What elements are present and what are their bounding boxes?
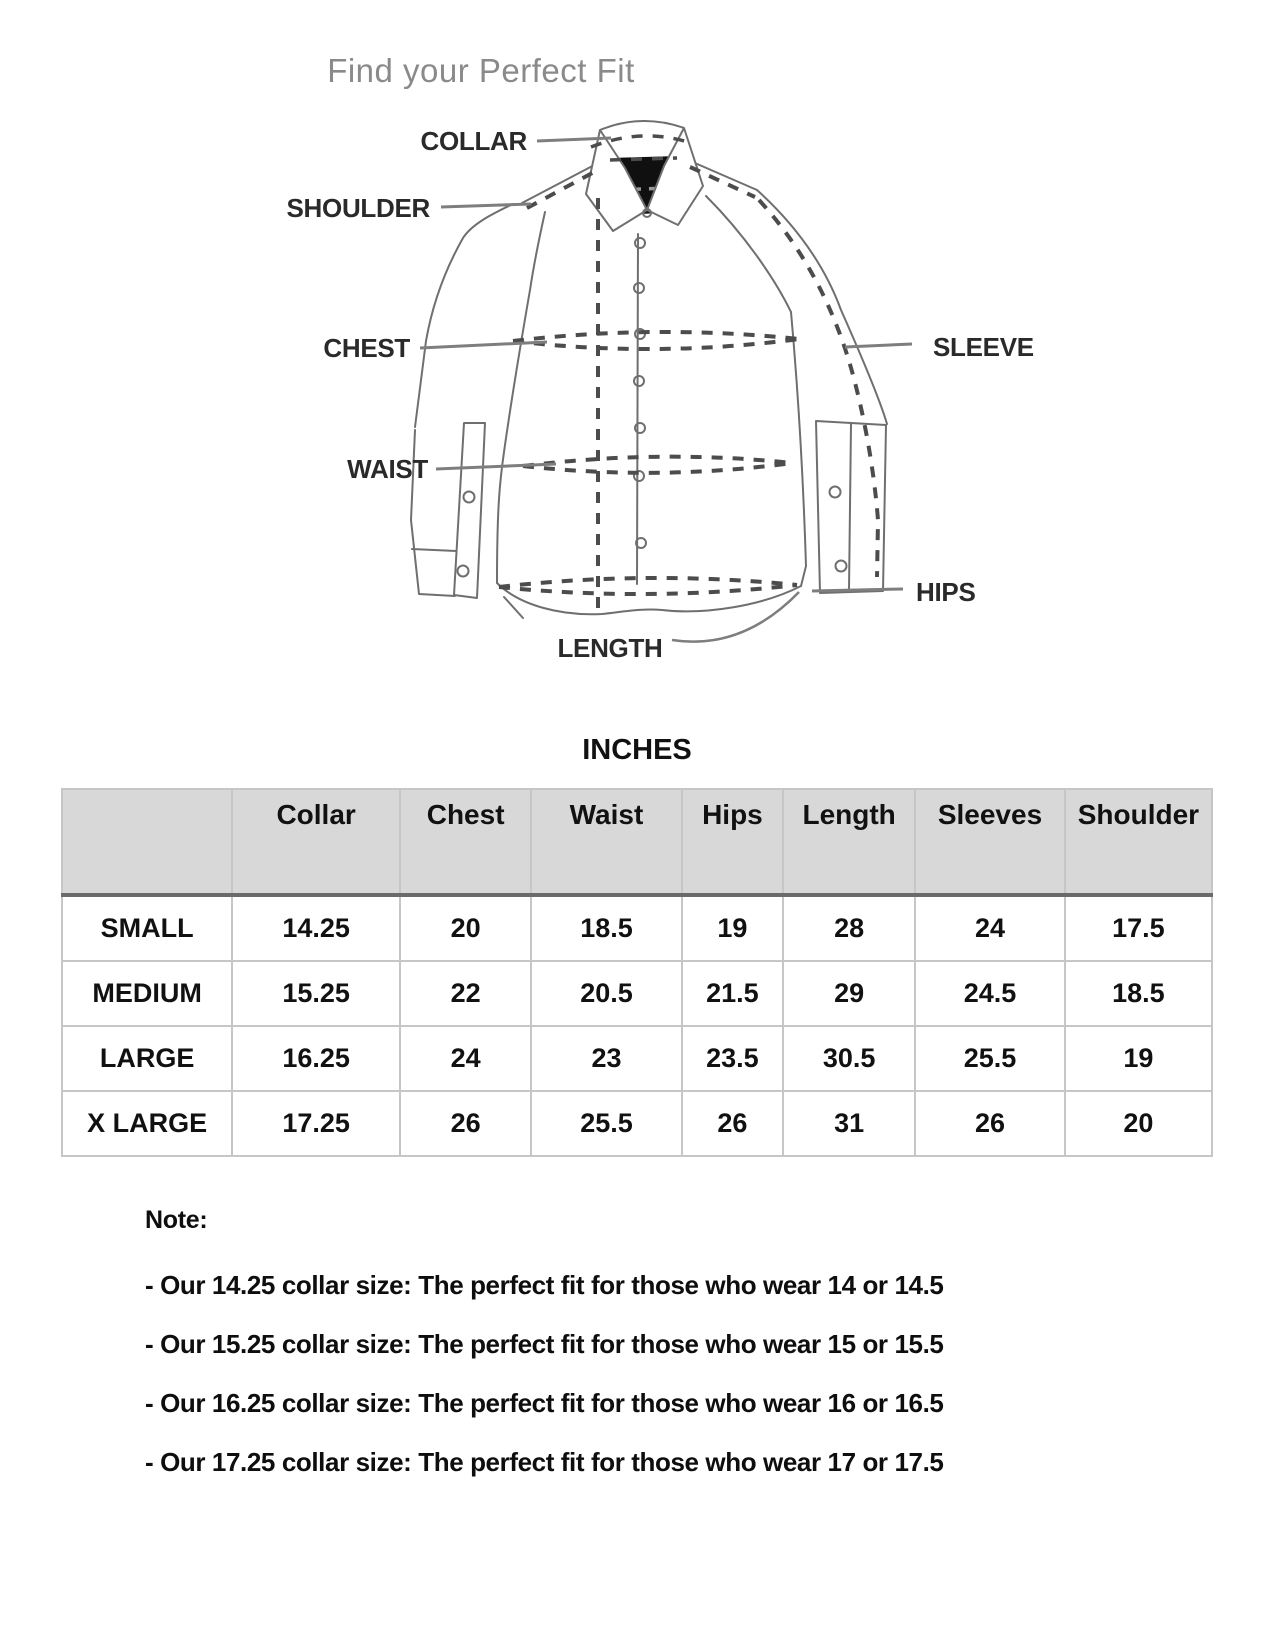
length-callout-line xyxy=(672,592,799,642)
table-cell: 25.5 xyxy=(531,1091,682,1156)
table-cell: 20.5 xyxy=(531,961,682,1026)
table-cell: 24 xyxy=(400,1026,531,1091)
row-label: LARGE xyxy=(62,1026,232,1091)
button-placket-line xyxy=(637,234,638,584)
left-cuff-strip xyxy=(454,423,485,598)
table-cell: 21.5 xyxy=(682,961,783,1026)
row-label: X LARGE xyxy=(62,1091,232,1156)
header-cell-collar: Collar xyxy=(232,789,400,895)
hips-dash-line xyxy=(499,585,797,594)
hips-label: HIPS xyxy=(916,577,976,607)
page-title: Find your Perfect Fit xyxy=(327,52,635,89)
waist-dash-line xyxy=(523,463,792,473)
table-row xyxy=(62,1091,1212,1156)
waist-dash-line xyxy=(523,457,792,466)
notes-heading: Note: xyxy=(145,1206,208,1234)
table-cell: 29 xyxy=(783,961,915,1026)
table-cell: 20 xyxy=(1065,1091,1212,1156)
shirt-measurement-diagram xyxy=(0,0,1275,690)
left-shoulder-dash xyxy=(527,171,596,208)
header-cell-chest: Chest xyxy=(400,789,531,895)
table-title: INCHES xyxy=(582,734,692,766)
table-cell: 30.5 xyxy=(783,1026,915,1091)
note-item: - Our 17.25 collar size: The perfect fit for those who wear 17 or 17.5 xyxy=(145,1447,944,1477)
length-label: LENGTH xyxy=(557,633,663,663)
collar-label: COLLAR xyxy=(420,126,527,156)
header-cell-length: Length xyxy=(783,789,915,895)
shirt-button xyxy=(635,238,645,248)
body-left-outline xyxy=(497,212,545,583)
header-cell-sleeves: Sleeves xyxy=(915,789,1065,895)
note-item: - Our 14.25 collar size: The perfect fit for those who wear 14 or 14.5 xyxy=(145,1270,944,1300)
shirt-outline-icon xyxy=(411,160,887,618)
table-cell: 24.5 xyxy=(915,961,1065,1026)
right-sleeve-outline xyxy=(757,190,887,424)
table-cell: 19 xyxy=(682,895,783,961)
size-chart-table xyxy=(61,788,1213,1157)
notes-section xyxy=(145,1205,1155,1508)
table-cell: 19 xyxy=(1065,1026,1212,1091)
table-cell: 23.5 xyxy=(682,1026,783,1091)
note-item: - Our 16.25 collar size: The perfect fit for those who wear 16 or 16.5 xyxy=(145,1388,944,1418)
chest-label: CHEST xyxy=(323,333,410,363)
table-cell: 28 xyxy=(783,895,915,961)
table-cell: 17.25 xyxy=(232,1091,400,1156)
table-cell: 23 xyxy=(531,1026,682,1091)
waist-callout-line xyxy=(436,464,556,469)
hips-callout-line xyxy=(812,589,903,591)
table-cell: 26 xyxy=(682,1091,783,1156)
header-cell-hips: Hips xyxy=(682,789,783,895)
row-label: SMALL xyxy=(62,895,232,961)
shirt-button xyxy=(634,376,644,386)
table-cell: 15.25 xyxy=(232,961,400,1026)
table-cell: 18.5 xyxy=(531,895,682,961)
hips-dash-line xyxy=(499,578,797,587)
table-row xyxy=(62,961,1212,1026)
header-cell-blank xyxy=(62,789,232,895)
table-row xyxy=(62,895,1212,961)
table-cell: 16.25 xyxy=(232,1026,400,1091)
shirt-button xyxy=(634,283,644,293)
table-cell: 25.5 xyxy=(915,1026,1065,1091)
table-cell: 22 xyxy=(400,961,531,1026)
table-cell: 14.25 xyxy=(232,895,400,961)
table-cell: 17.5 xyxy=(1065,895,1212,961)
table-cell: 24 xyxy=(915,895,1065,961)
chest-dash-line xyxy=(513,339,799,349)
row-label: MEDIUM xyxy=(62,961,232,1026)
table-cell: 20 xyxy=(400,895,531,961)
header-cell-shoulder: Shoulder xyxy=(1065,789,1212,895)
table-cell: 18.5 xyxy=(1065,961,1212,1026)
sleeve-label: SLEEVE xyxy=(933,332,1034,362)
chest-callout-line xyxy=(420,342,547,348)
right-armhole-curve xyxy=(706,196,791,312)
waist-label: WAIST xyxy=(347,454,428,484)
table-cell: 26 xyxy=(915,1091,1065,1156)
table-cell: 31 xyxy=(783,1091,915,1156)
shoulder-callout-line xyxy=(441,204,531,207)
chest-dash-line xyxy=(513,332,799,341)
left-sleeve-outline xyxy=(415,204,513,427)
body-right-outline xyxy=(791,312,806,586)
table-header-row xyxy=(62,789,1212,895)
table-row xyxy=(62,1026,1212,1091)
header-cell-waist: Waist xyxy=(531,789,682,895)
collar-band-arc xyxy=(600,121,684,130)
shoulder-label: SHOULDER xyxy=(286,193,430,223)
note-item: - Our 15.25 collar size: The perfect fit for those who wear 15 or 15.5 xyxy=(145,1329,944,1359)
left-cuff-divider xyxy=(412,549,456,551)
table-cell: 26 xyxy=(400,1091,531,1156)
